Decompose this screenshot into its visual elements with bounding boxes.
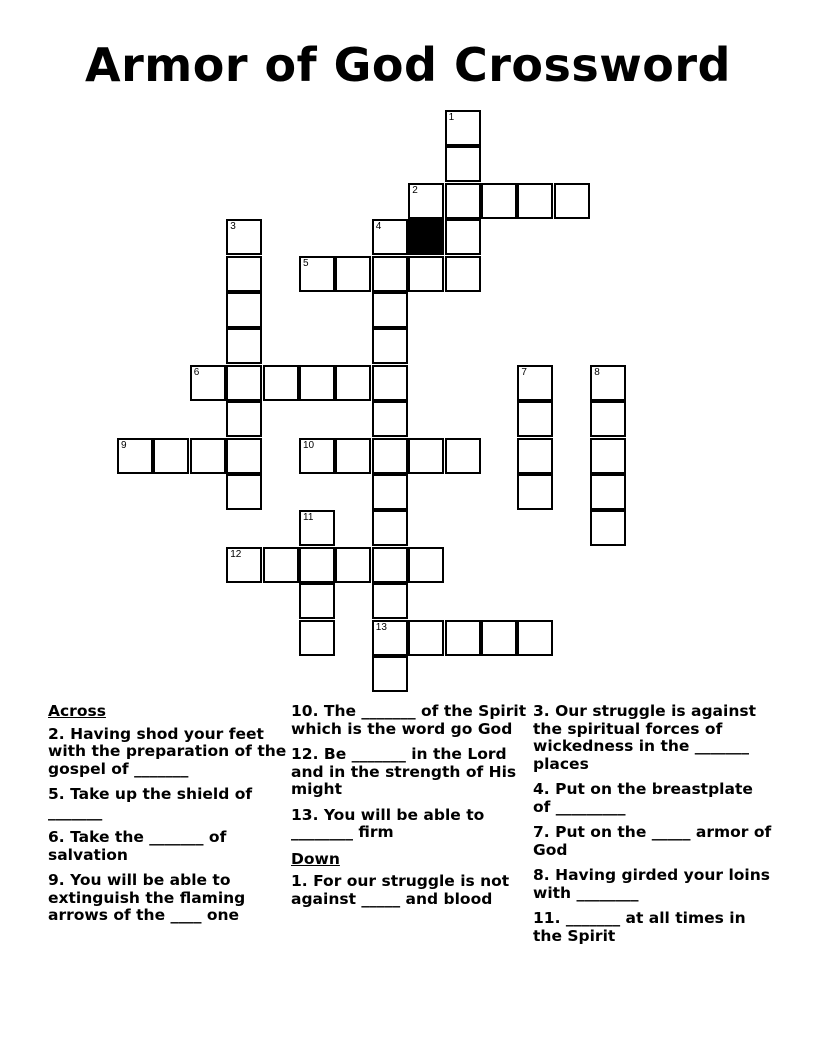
grid-cell[interactable] (445, 620, 481, 656)
grid-clue-number: 5 (303, 257, 309, 269)
grid-cell[interactable] (372, 256, 408, 292)
grid-cell[interactable] (299, 583, 335, 619)
grid-cell[interactable] (517, 620, 553, 656)
grid-black-cell (408, 219, 444, 255)
clue-item (291, 746, 531, 799)
grid-cell[interactable] (226, 328, 262, 364)
clue-item (533, 824, 773, 859)
grid-cell[interactable] (445, 183, 481, 219)
clue-text: Having girded your loins with ________ (533, 866, 770, 902)
grid-clue-number: 4 (375, 221, 382, 233)
grid-clue-number: 10 (303, 439, 315, 451)
clue-item (48, 872, 288, 925)
clue-item (48, 786, 288, 821)
grid-cell[interactable] (190, 438, 226, 474)
grid-cell[interactable] (445, 438, 481, 474)
grid-clue-number: 8 (594, 366, 600, 378)
clue-column-3 (533, 703, 773, 953)
across-heading: Across (48, 702, 106, 720)
clue-number: 2. (48, 724, 65, 743)
grid-clue-number: 11 (303, 512, 314, 524)
clue-text: For our struggle is not against _____ and blood (291, 872, 510, 908)
clue-number: 10. (291, 702, 319, 720)
grid-clue-number: 9 (121, 439, 127, 451)
grid-cell[interactable] (372, 583, 408, 619)
grid-cell[interactable] (299, 620, 335, 656)
clue-item (48, 726, 288, 779)
grid-cell[interactable] (117, 438, 153, 474)
clue-number: 1. (291, 872, 308, 890)
grid-cell[interactable] (372, 219, 408, 255)
grid-cell[interactable] (335, 547, 371, 583)
clue-number: 5. (48, 785, 65, 803)
clue-number: 3. (533, 702, 550, 720)
grid-clue-number: 1 (448, 112, 455, 123)
grid-cell[interactable] (299, 365, 335, 401)
clue-number: 11. (533, 909, 561, 927)
clue-text: Put on the breastplate of _________ (533, 780, 753, 816)
clue-item (291, 703, 531, 738)
grid-cell[interactable] (517, 401, 553, 437)
grid-cell[interactable] (590, 474, 626, 510)
grid-cell[interactable] (335, 365, 371, 401)
clue-item (48, 829, 288, 864)
grid-cell[interactable] (372, 401, 408, 437)
grid-cell[interactable] (263, 365, 299, 401)
grid-cell[interactable] (517, 365, 553, 401)
clue-text: Take the _______ of salvation (48, 828, 227, 864)
grid-cell[interactable] (517, 438, 553, 474)
grid-cell[interactable] (335, 256, 371, 292)
grid-clue-number: 6 (193, 366, 200, 378)
grid-cell[interactable] (299, 438, 335, 474)
clue-column-2 (291, 703, 531, 916)
clue-item (533, 867, 773, 902)
grid-cell[interactable] (190, 365, 226, 401)
clue-number: 13. (291, 805, 319, 824)
grid-clue-number: 7 (521, 366, 527, 378)
grid-clue-number: 12 (230, 548, 242, 560)
grid-cell[interactable] (372, 620, 408, 656)
grid-cell[interactable] (517, 183, 553, 219)
grid-cell[interactable] (445, 256, 481, 292)
grid-cell[interactable] (372, 547, 408, 583)
grid-cell[interactable] (226, 547, 262, 583)
clue-column-1 (48, 703, 288, 933)
grid-clue-number: 13 (375, 621, 387, 633)
clue-number: 7. (533, 823, 550, 841)
grid-cell[interactable] (226, 474, 262, 510)
clue-number: 8. (533, 866, 550, 884)
grid-clue-number: 3 (230, 221, 236, 233)
grid-cell[interactable] (408, 620, 444, 656)
grid-cell[interactable] (517, 474, 553, 510)
grid-cell[interactable] (408, 256, 444, 292)
clue-text: The _______ of the Spirit which is the word go God (291, 702, 527, 738)
grid-cell[interactable] (226, 219, 262, 255)
clue-number: 6. (48, 828, 65, 846)
grid-cell[interactable] (299, 547, 335, 583)
grid-cell[interactable] (590, 438, 626, 474)
clue-item (533, 781, 773, 816)
clue-text: Our struggle is against the spiritual forces of wickedness in the _______ places (533, 702, 757, 773)
clue-text: You will be able to extinguish the flaming arrows of the ____ one (48, 871, 246, 924)
down-heading: Down (291, 849, 340, 868)
grid-cell[interactable] (372, 656, 408, 692)
grid-cell[interactable] (153, 438, 189, 474)
clue-text: Put on the _____ armor of God (533, 823, 772, 859)
clue-text: _______ at all times in the Spirit (533, 909, 746, 945)
grid-cell[interactable] (372, 292, 408, 328)
clue-text: Be _______ in the Lord and in the strength of His might (291, 745, 517, 798)
grid-cell[interactable] (481, 620, 517, 656)
grid-cell[interactable] (226, 365, 262, 401)
grid-cell[interactable] (590, 365, 626, 401)
grid-cell[interactable] (372, 510, 408, 546)
grid-cell[interactable] (226, 438, 262, 474)
grid-cell[interactable] (554, 183, 590, 219)
grid-cell[interactable] (408, 183, 444, 219)
clue-text: You will be able to ________ firm (291, 805, 485, 841)
grid-cell[interactable] (299, 256, 335, 292)
grid-cell[interactable] (299, 510, 335, 546)
grid-cell[interactable] (372, 365, 408, 401)
clue-text: Having shod your feet with the preparation of the gospel of _______ (48, 724, 287, 778)
grid-cell[interactable] (481, 183, 517, 219)
clue-number: 12. (291, 745, 319, 763)
grid-clue-number: 2 (412, 184, 418, 196)
grid-cell[interactable] (372, 328, 408, 364)
clue-item (533, 703, 773, 773)
clue-item (291, 873, 531, 908)
grid-cell[interactable] (445, 110, 481, 146)
clue-number: 4. (533, 780, 550, 798)
clue-item (533, 910, 773, 945)
grid-cell[interactable] (226, 401, 262, 437)
grid-cell[interactable] (372, 474, 408, 510)
grid-cell[interactable] (408, 438, 444, 474)
grid-cell[interactable] (226, 256, 262, 292)
clue-item (291, 807, 531, 842)
grid-cell[interactable] (445, 219, 481, 255)
grid-cell[interactable] (408, 547, 444, 583)
grid-cell[interactable] (226, 292, 262, 328)
grid-cell[interactable] (590, 401, 626, 437)
grid-cell[interactable] (372, 438, 408, 474)
clue-number: 9. (48, 871, 65, 889)
grid-cell[interactable] (590, 510, 626, 546)
page-title: Armor of God Crossword (85, 38, 731, 92)
grid-cell[interactable] (335, 438, 371, 474)
grid-cell[interactable] (263, 547, 299, 583)
grid-cell[interactable] (445, 146, 481, 182)
clue-text: Take up the shield of _______ (48, 785, 253, 821)
